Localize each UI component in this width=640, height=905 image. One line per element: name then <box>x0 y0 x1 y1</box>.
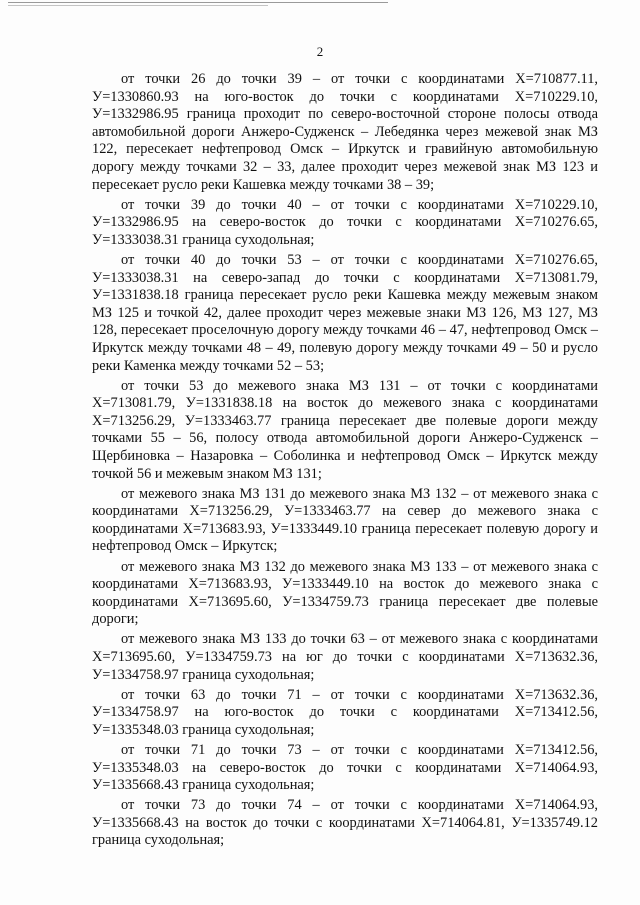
paragraph-63-71: от точки 63 до точки 71 – от точки с координатами Х=713632.36, У=1334758.97 на юго-восток до точки с координатами Х=713412.56, У=1335348.03 граница суходольная; <box>92 686 598 738</box>
paragraph-53-mz131: от точки 53 до межевого знака МЗ 131 – от точки с координатами Х=713081.79, У=1331838.18 на восток до межевого знака с координатами Х=713256.29, У=1333463.77 граница пересекает две полевые дороги между точками 55 – 56, полосу отвода автомобильной дороги Анжеро-Судженск – Щербиновка – Назаровка – Соболинка и нефтепровод Омск – Иркутск между точкой 56 и межевым знаком МЗ 131; <box>92 377 598 482</box>
paragraph-mz132-mz133: от межевого знака МЗ 132 до межевого знака МЗ 133 – от межевого знака с координатами Х=713683.93, У=1333449.10 на восток до межевого знака с координатами Х=713695.60, У=1334759.73 граница пересекает две полевые дороги; <box>92 558 598 628</box>
paragraph-73-74: от точки 73 до точки 74 – от точки с координатами Х=714064.93, У=1335668.43 на восток до точки с координатами Х=714064.81, У=1335749.12 граница суходольная; <box>92 797 598 849</box>
paragraph-39-40: от точки 39 до точки 40 – от точки с координатами Х=710229.10, У=1332986.95 на северо-восток до точки с координатами Х=710276.65, У=1333038.31 граница суходольная; <box>92 196 598 248</box>
scan-edge-line-secondary <box>8 5 268 6</box>
paragraph-40-53: от точки 40 до точки 53 – от точки с координатами Х=710276.65, У=1333038.31 на северо-запад до точки с координатами Х=713081.79, У=1331838.18 граница пересекает русло реки Кашевка между межевым знаком МЗ 125 и точкой 42, далее проходит через межевые знаки МЗ 126, МЗ 127, МЗ 128, пересекает проселочную дорогу между точками 46 – 47, нефтепровод Омск – Иркутск между точками 48 – 49, полевую дорогу между точками 49 – 50 и русло реки Каменка между точками 52 – 53; <box>92 251 598 374</box>
paragraph-71-73: от точки 71 до точки 73 – от точки с координатами Х=713412.56, У=1335348.03 на северо-восток до точки с координатами Х=714064.93, У=1335668.43 граница суходольная; <box>92 741 598 794</box>
document-body <box>92 71 598 853</box>
page-number: 2 <box>316 44 324 59</box>
scan-edge-line <box>8 2 388 3</box>
paragraph-mz131-mz132: от межевого знака МЗ 131 до межевого знака МЗ 132 – от межевого знака с координатами Х=713256.29, У=1333463.77 на север до межевого знака с координатами Х=713683.93, У=1333449.10 граница пересекает полевую дорогу и нефтепровод Омск – Иркутск; <box>92 485 598 555</box>
paragraph-26-39: от точки 26 до точки 39 – от точки с координатами Х=710877.11, У=1330860.93 на юго-восток до точки с координатами Х=710229.10, У=1332986.95 граница проходит по северо-восточной стороне полосы отвода автомобильной дороги Анжеро-Судженск – Лебедянка через межевой знак МЗ 122, пересекает нефтепровод Омск – Иркутск и гравийную автомобильную дорогу между точками 32 – 33, далее проходит через межевой знак МЗ 123 и пересекает русло реки Кашевка между точками 38 – 39; <box>92 71 598 193</box>
paragraph-mz133-63: от межевого знака МЗ 133 до точки 63 – от межевого знака с координатами Х=713695.60, У=1334759.73 на юг до точки с координатами Х=713632.36, У=1334758.97 граница суходольная; <box>92 631 598 683</box>
